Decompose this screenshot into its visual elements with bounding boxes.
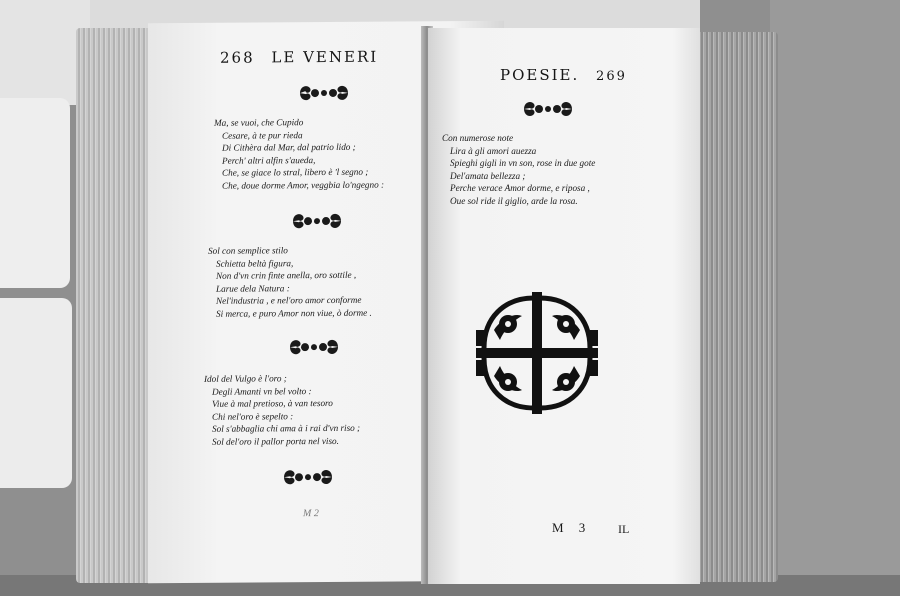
- right-page: [428, 28, 700, 584]
- verse-line: Si merca, e puro Amor non viue, ò dorme .: [216, 307, 372, 319]
- verse-line: Idol del Vulgo è l'oro ;: [204, 373, 287, 384]
- verse-line: Cesare, à te pur rieda: [222, 129, 303, 141]
- verse-line: Schietta beltà figura,: [216, 257, 294, 269]
- left-signature-mark: M 2: [303, 508, 319, 520]
- verse-line: Con numerose note: [442, 133, 514, 143]
- verse-line: Sol s'abbaglia chi ama à i rai d'vn riso ;: [212, 423, 361, 435]
- verse-line: Chi nel'oro è sepelto :: [212, 411, 294, 422]
- foam-support-top: [0, 98, 70, 288]
- verse-line: Di Cithèra dal Mar, dal patrio lido ;: [222, 141, 356, 153]
- right-running-head: [500, 66, 627, 84]
- page-edges-left: [76, 28, 158, 583]
- verse-line: Oue sol ride il giglio, arde la rosa.: [450, 195, 578, 206]
- verse-line: Larue dela Natura :: [216, 283, 290, 294]
- right-stanza-1: [442, 132, 595, 208]
- fleuron-ornament-icon: [291, 210, 343, 232]
- verse-line: Nel'industria , e nel'oro amor conforme: [216, 295, 362, 307]
- verse-line: Che, se giace lo stral, libero è 'l segno ;: [222, 167, 369, 179]
- left-running-head: [220, 48, 378, 67]
- verse-line: Che, doue dorme Amor, veggbia lo'ngegno :: [222, 179, 385, 191]
- left-running-title: LE VENERI: [271, 47, 379, 67]
- verse-line: Sol con semplice stilo: [208, 245, 288, 256]
- background-table: [770, 0, 900, 596]
- left-page-number: 268: [220, 48, 255, 67]
- verse-line: Del'amata bellezza ;: [450, 170, 526, 181]
- page-edges-right: [694, 32, 778, 582]
- right-page-number: 269: [596, 69, 627, 84]
- verse-line: Viue à mal pretioso, à van tesoro: [212, 398, 333, 409]
- verse-line: Non d'vn crin finte anella, oro sottile ,: [216, 269, 357, 281]
- verse-line: Ma, se vuoi, che Cupido: [214, 117, 304, 128]
- fleuron-ornament-icon: [282, 466, 334, 488]
- verse-line: Lira à gli amori auezza: [450, 145, 537, 156]
- right-catchword: IL: [618, 522, 630, 536]
- left-stanza-2: [208, 244, 372, 321]
- verse-line: Perch' altri alfin s'aueda,: [222, 154, 316, 166]
- verse-line: Degli Amanti vn bel volto :: [212, 385, 312, 397]
- verse-line: Sol del'oro il pallor porta nel viso.: [212, 435, 339, 447]
- fleuron-ornament-icon: [298, 82, 350, 104]
- left-stanza-3: [204, 372, 360, 449]
- right-running-title: POESIE.: [500, 66, 580, 84]
- verse-line: Perche verace Amor dorme, e riposa ,: [450, 183, 590, 194]
- foam-support-bottom: [0, 298, 72, 488]
- woodcut-tailpiece-icon: [474, 290, 600, 416]
- open-book: [76, 22, 782, 590]
- verse-line: Spieghi gigli in vn son, rose in due gote: [450, 158, 596, 169]
- left-stanza-1: [214, 116, 384, 193]
- right-signature-mark: M 3: [552, 520, 592, 535]
- fleuron-ornament-icon: [288, 336, 340, 358]
- fleuron-ornament-icon: [522, 98, 574, 120]
